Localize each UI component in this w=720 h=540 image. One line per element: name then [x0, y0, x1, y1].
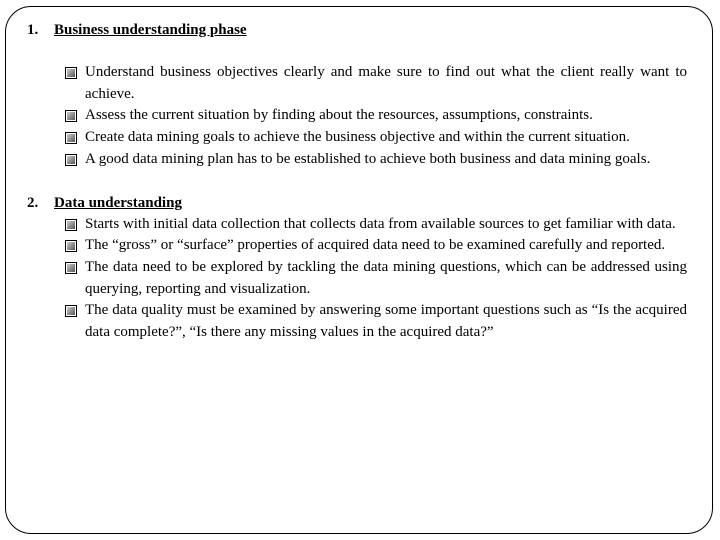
- checkbox-bullet-icon: [65, 219, 77, 231]
- section-heading: [27, 192, 687, 214]
- list-item: [64, 105, 687, 127]
- section-title: Business understanding phase: [54, 22, 247, 38]
- checkbox-bullet-icon: [65, 262, 77, 274]
- bullet-text: The “gross” or “surface” properties of acquired data need to be examined carefully and reported.: [85, 237, 666, 254]
- bullet-text: A good data mining plan has to be established to achieve both business and data mining goals.: [85, 150, 651, 167]
- checkbox-bullet-icon: [65, 305, 77, 317]
- section-number: 2.: [27, 194, 39, 211]
- bullet-text: Create data mining goals to achieve the business objective and within the current situation.: [85, 129, 630, 146]
- checkbox-bullet-icon: [65, 240, 77, 252]
- section-business-understanding: [27, 19, 687, 171]
- section-heading: [27, 19, 687, 41]
- bullet-text: Assess the current situation by finding about the resources, assumptions, constraints.: [85, 107, 593, 124]
- list-item: [64, 300, 687, 343]
- section-number: 1.: [27, 22, 39, 38]
- bullet-text: The data quality must be examined by answering some important questions such as “Is the acquired data complete?”, “Is there any missing values in the acquired data?”: [85, 302, 687, 341]
- list-item: [64, 214, 687, 236]
- list-item: [64, 149, 687, 171]
- bullet-text: Understand business objectives clearly and make sure to find out what the client really want to achieve.: [85, 64, 687, 102]
- bullet-text: Starts with initial data collection that collects data from available sources to get familiar with data.: [85, 215, 676, 232]
- checkbox-bullet-icon: [65, 132, 77, 144]
- list-item: [64, 235, 687, 257]
- list-item: [64, 62, 687, 105]
- list-item: [64, 257, 687, 300]
- section-data-understanding: [27, 192, 687, 344]
- section-title: Data understanding: [54, 194, 182, 211]
- list-item: [64, 127, 687, 149]
- checkbox-bullet-icon: [65, 67, 77, 79]
- bullet-list: [64, 214, 687, 344]
- bullet-text: The data need to be explored by tackling the data mining questions, which can be addressed using querying, reporting and visualization.: [85, 258, 687, 297]
- bullet-list: [64, 62, 687, 171]
- checkbox-bullet-icon: [65, 110, 77, 122]
- slide-content: [27, 19, 687, 344]
- checkbox-bullet-icon: [65, 154, 77, 166]
